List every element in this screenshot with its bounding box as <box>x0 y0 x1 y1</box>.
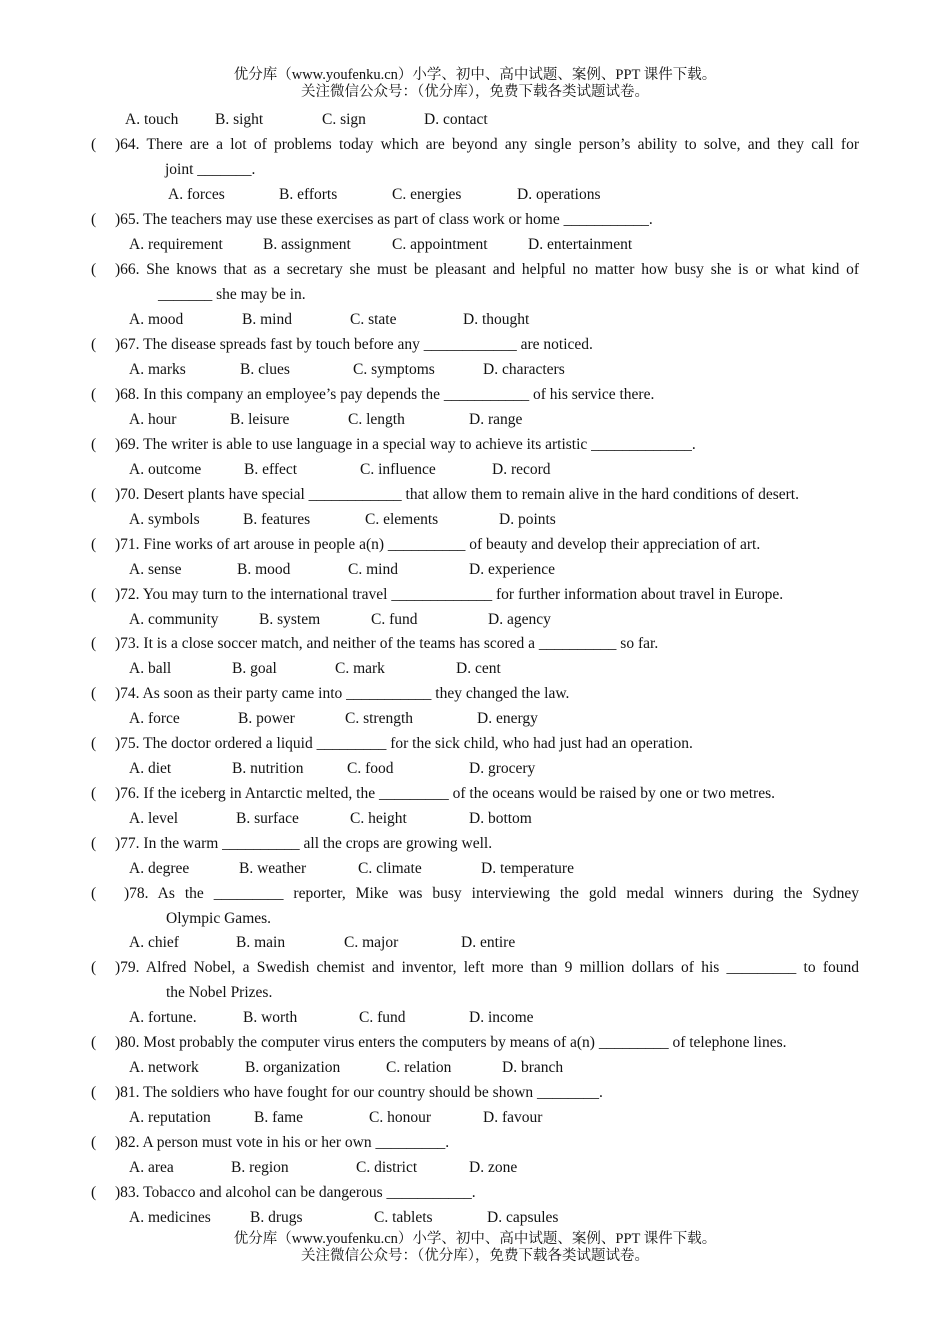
option-c: C. height <box>350 810 407 827</box>
answer-blank: ( <box>91 586 97 603</box>
question-70 <box>91 482 859 507</box>
option-b: B. nutrition <box>232 760 304 777</box>
question-81 <box>91 1080 859 1105</box>
question-stem: )80. Most probably the computer virus enters the computers by means of a(n) _________ of telephone lines. <box>115 1034 787 1051</box>
option-b: B. system <box>259 611 321 628</box>
answer-blank: ( <box>91 959 97 976</box>
question-stem: )71. Fine works of art arouse in people a(n) __________ of beauty and develop their appreciation of art. <box>115 536 761 553</box>
option-a: A. medicines <box>129 1209 211 1226</box>
option-c: C. fund <box>359 1009 406 1026</box>
question-stem: )81. The soldiers who have fought for our country should be shown ________. <box>115 1084 603 1101</box>
footer-line-1: 优分库（www.youfenku.cn）小学、初中、高中试题、案例、PPT 课件下载。 <box>233 1231 717 1247</box>
option-c: C. mark <box>335 660 385 677</box>
question-78 <box>91 881 859 931</box>
answer-blank: ( <box>91 1034 97 1051</box>
question-82 <box>91 1130 859 1155</box>
option-d: D. record <box>492 461 551 478</box>
question-72 <box>91 582 859 607</box>
option-c: C. climate <box>358 860 422 877</box>
option-c: C. length <box>348 411 405 428</box>
answer-blank: ( <box>91 1184 97 1201</box>
option-d: D. characters <box>483 361 565 378</box>
question-74 <box>91 681 859 706</box>
option-b: B. mood <box>237 561 291 578</box>
option-c: C. state <box>350 311 397 328</box>
option-c: C. fund <box>371 611 418 628</box>
answer-blank: ( <box>91 1084 97 1101</box>
page-footer <box>0 1231 950 1265</box>
option-b: B. clues <box>240 361 290 378</box>
question-68 <box>91 382 859 407</box>
option-d: D. capsules <box>487 1209 559 1226</box>
question-stem: )68. In this company an employee’s pay depends the ___________ of his service there. <box>115 386 655 403</box>
answer-blank: ( <box>91 486 97 503</box>
option-a: A. network <box>129 1059 199 1076</box>
answer-blank: ( <box>91 885 97 902</box>
page-header <box>0 67 950 101</box>
option-a: A. diet <box>129 760 172 777</box>
option-d: D. favour <box>483 1109 543 1126</box>
option-d: D. temperature <box>481 860 574 877</box>
option-a: A. symbols <box>129 511 200 528</box>
answer-blank: ( <box>91 635 97 652</box>
option-c: C. elements <box>365 511 439 528</box>
option-a: A. reputation <box>129 1109 211 1126</box>
option-b: B. sight <box>215 111 264 128</box>
option-d: D. branch <box>502 1059 564 1076</box>
answer-blank: ( <box>91 436 97 453</box>
option-c: C. sign <box>322 111 366 128</box>
question-73 <box>91 631 859 656</box>
option-d: D. contact <box>424 111 488 128</box>
question-stem: )65. The teachers may use these exercises as part of class work or home ___________. <box>115 211 653 228</box>
option-c: C. strength <box>345 710 414 727</box>
question-77 <box>91 831 859 856</box>
answer-blank: ( <box>91 136 97 153</box>
question-67 <box>91 332 859 357</box>
option-a: A. community <box>129 611 219 628</box>
question-65 <box>91 207 859 232</box>
footer-line-2: 关注微信公众号：（优分库），免费下载各类试题试卷。 <box>301 1248 649 1264</box>
question-stem: )64. There are a lot of problems today which are beyond any single person’s ability to solve, and they call for <box>115 136 859 153</box>
option-a: A. hour <box>129 411 177 428</box>
question-stem: )82. A person must vote in his or her own _________. <box>115 1134 450 1151</box>
question-75 <box>91 731 859 756</box>
option-c: C. appointment <box>392 236 488 253</box>
option-b: B. power <box>238 710 295 727</box>
option-d: D. bottom <box>469 810 532 827</box>
option-a: A. touch <box>125 111 179 128</box>
option-a: A. mood <box>129 311 184 328</box>
option-b: B. fame <box>254 1109 304 1126</box>
option-c: C. major <box>344 934 399 951</box>
question-stem: )76. If the iceberg in Antarctic melted, the _________ of the oceans would be raised by one or two metres. <box>115 785 775 802</box>
option-c: C. mind <box>348 561 398 578</box>
option-a: A. forces <box>168 186 225 203</box>
option-d: D. entertainment <box>528 236 633 253</box>
option-d: D. energy <box>477 710 538 727</box>
option-b: B. weather <box>239 860 307 877</box>
option-c: C. symptoms <box>353 361 435 378</box>
option-d: D. operations <box>517 186 601 203</box>
option-a: A. marks <box>129 361 186 378</box>
answer-blank: ( <box>91 261 97 278</box>
option-d: D. agency <box>488 611 551 628</box>
option-d: D. cent <box>456 660 501 677</box>
question-stem: )74. As soon as their party came into ___________ they changed the law. <box>115 685 570 702</box>
option-d: D. income <box>469 1009 534 1026</box>
question-stem: )75. The doctor ordered a liquid _________ for the sick child, who had just had an operation. <box>115 735 693 752</box>
option-b: B. goal <box>232 660 277 677</box>
option-c: C. tablets <box>374 1209 433 1226</box>
option-b: B. leisure <box>230 411 290 428</box>
header-line-1: 优分库（www.youfenku.cn）小学、初中、高中试题、案例、PPT 课件下载。 <box>233 67 717 83</box>
option-b: B. drugs <box>250 1209 303 1226</box>
option-a: A. sense <box>129 561 182 578</box>
question-stem-continued: joint _______. <box>165 161 256 178</box>
answer-blank: ( <box>91 386 97 403</box>
header-line-2: 关注微信公众号：（优分库），免费下载各类试题试卷。 <box>301 84 649 100</box>
option-c: C. influence <box>360 461 436 478</box>
question-stem: )70. Desert plants have special ____________ that allow them to remain alive in the hard conditions of desert. <box>115 486 799 503</box>
question-71 <box>91 532 859 557</box>
answer-blank: ( <box>91 785 97 802</box>
option-c: C. district <box>356 1159 418 1176</box>
option-b: B. surface <box>236 810 299 827</box>
answer-blank: ( <box>91 536 97 553</box>
question-80 <box>91 1030 859 1055</box>
answer-blank: ( <box>91 1134 97 1151</box>
option-a: A. outcome <box>129 461 202 478</box>
option-d: D. range <box>469 411 523 428</box>
option-d: D. experience <box>469 561 556 578</box>
question-stem: )79. Alfred Nobel, a Swedish chemist and inventor, left more than 9 million dollars of his _________ to found <box>115 959 859 976</box>
option-a: A. degree <box>129 860 190 877</box>
question-stem: )73. It is a close soccer match, and neither of the teams has scored a __________ so far. <box>115 635 659 652</box>
option-c: C. honour <box>369 1109 431 1126</box>
question-stem: )69. The writer is able to use language in a special way to achieve its artistic _____________. <box>115 436 696 453</box>
option-b: B. organization <box>245 1059 341 1076</box>
question-69 <box>91 432 859 457</box>
question-stem: )77. In the warm __________ all the crops are growing well. <box>115 835 493 852</box>
question-64 <box>91 132 859 182</box>
answer-blank: ( <box>91 685 97 702</box>
option-b: B. assignment <box>263 236 351 253</box>
option-d: D. entire <box>461 934 516 951</box>
question-stem: )83. Tobacco and alcohol can be dangerous ___________. <box>115 1184 476 1201</box>
question-stem-continued: Olympic Games. <box>166 910 272 927</box>
question-stem-continued: the Nobel Prizes. <box>166 984 273 1001</box>
question-79 <box>91 955 859 1005</box>
option-b: B. efforts <box>279 186 338 203</box>
option-c: C. relation <box>386 1059 452 1076</box>
option-c: C. food <box>347 760 394 777</box>
question-66 <box>91 257 859 307</box>
question-76 <box>91 781 859 806</box>
question-stem: )66. She knows that as a secretary she must be pleasant and helpful no matter how busy she is or what kind of <box>115 261 859 278</box>
option-a: A. chief <box>129 934 179 951</box>
option-a: A. force <box>129 710 180 727</box>
option-b: B. region <box>231 1159 289 1176</box>
option-d: D. points <box>499 511 556 528</box>
option-b: B. effect <box>244 461 298 478</box>
option-a: A. fortune. <box>129 1009 197 1026</box>
question-stem: )72. You may turn to the international travel _____________ for further information about travel in Europe. <box>115 586 784 603</box>
option-b: B. mind <box>242 311 292 328</box>
answer-blank: ( <box>91 735 97 752</box>
answer-blank: ( <box>91 336 97 353</box>
option-d: D. zone <box>469 1159 518 1176</box>
option-a: A. requirement <box>129 236 223 253</box>
option-a: A. area <box>129 1159 174 1176</box>
option-b: B. features <box>243 511 311 528</box>
answer-blank: ( <box>91 835 97 852</box>
question-stem-continued: _______ she may be in. <box>158 286 306 303</box>
option-b: B. main <box>236 934 286 951</box>
option-d: D. grocery <box>469 760 536 777</box>
option-d: D. thought <box>463 311 530 328</box>
option-b: B. worth <box>243 1009 298 1026</box>
answer-blank: ( <box>91 211 97 228</box>
question-stem: )67. The disease spreads fast by touch before any ____________ are noticed. <box>115 336 593 353</box>
option-c: C. energies <box>392 186 462 203</box>
question-83 <box>91 1180 859 1205</box>
option-a: A. ball <box>129 660 172 677</box>
option-a: A. level <box>129 810 179 827</box>
question-stem: )78. As the _________ reporter, Mike was busy interviewing the gold medal winners during the Sydney <box>124 885 859 902</box>
